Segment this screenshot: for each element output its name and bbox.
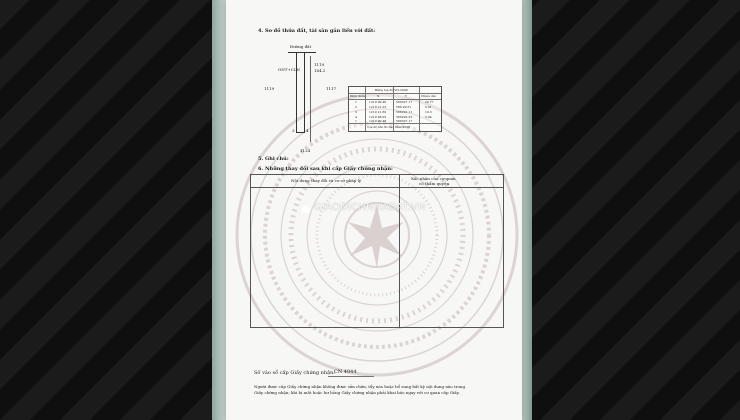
table-cell: 586327.17 (396, 119, 413, 123)
table-cell: 586293.35 (396, 115, 413, 119)
table-cell: 19.3 (425, 110, 432, 114)
register-number: CN 4044 (334, 369, 357, 375)
corner-label: 3 (292, 128, 295, 133)
changes-table-header (251, 175, 503, 188)
right-neighbor-label: 1117 (326, 86, 337, 91)
house-logo-icon (300, 205, 312, 213)
table-header-cell: Đỉnh thửa (350, 94, 366, 98)
coordinate-table (348, 86, 442, 132)
table-cell: 1219 99.48 (369, 100, 387, 104)
changes-col2-header-line2: có thẩm quyền (419, 181, 450, 186)
dimension-top-label: 1119 (314, 62, 325, 67)
left-neighbor-label: 1119 (264, 86, 275, 91)
road-label: Đường đất (290, 44, 312, 49)
table-row-divider (349, 123, 441, 124)
table-cell: 1 (355, 119, 357, 123)
table-cell: 3 (355, 110, 357, 114)
bottom-neighbor-label: 1124 (300, 148, 311, 153)
notice-line-2: Giấy chứng nhận; khi bị mất hoặc hư hỏng Giấy chứng nhận phải khai báo ngay với cơ quan cấp Giấy. (254, 390, 460, 395)
table-cell: 4 (355, 115, 357, 119)
parcel-right-edge (304, 52, 305, 132)
table-cell: 586 99.51 (396, 105, 412, 109)
parcel-bottom-edge (296, 132, 305, 133)
section-4-title: 4. Sơ đồ thửa đất, tài sản gắn liền với đất: (258, 28, 376, 34)
road-line (288, 52, 316, 53)
table-cell: 2 (355, 105, 357, 109)
table-header-cell: Y (405, 94, 407, 98)
dimension-line (310, 56, 311, 142)
notice-line-1: Người được cấp Giấy chứng nhận không được sửa chữa, tẩy xóa hoặc bổ sung bất kỳ nội dung nào trong (254, 384, 466, 389)
table-cell: 586291.11 (396, 110, 413, 114)
table-cell: 1219 99.48 (369, 119, 387, 123)
parcel-left-edge (296, 52, 297, 132)
dimension-mid-label: 164.2 (314, 68, 326, 73)
table-cell: 1219 98.05 (369, 115, 387, 119)
left-paper-edge (212, 0, 227, 420)
table-cell: 5.01 (425, 105, 432, 109)
changes-column-divider (399, 175, 400, 327)
table-cell: 1219 21.23 (369, 105, 387, 109)
table-title: Bảng tọa độ VN-2000 (375, 88, 408, 92)
watermark-text: GIAODICHNHADAT.VN (314, 202, 426, 213)
changes-col2-header-line1: Xác nhận của cơ quan (411, 176, 456, 181)
table-cell: 586327.17 (396, 100, 413, 104)
table-note: Tọa độ khi đo đạc năm 2020 (367, 125, 411, 129)
table-header-cell: X (377, 94, 380, 98)
register-dotted-line (328, 376, 374, 377)
table-header-cell: Chiều dài (421, 94, 436, 98)
section-5-title: 5. Ghi chú: (258, 156, 289, 162)
changes-table (250, 174, 504, 328)
register-label: Số vào sổ cấp Giấy chứng nhận: (254, 370, 335, 376)
corner-label: 4 (306, 128, 309, 133)
table-cell: 1 (355, 100, 357, 104)
changes-col1-header: Nội dung thay đổi và cơ sở pháp lý (291, 178, 362, 183)
table-cell: 5.04 (425, 115, 432, 119)
section-6-title: 6. Những thay đổi sau khi cấp Giấy chứng nhận: (258, 166, 393, 172)
land-code-label: ONT+CLN (278, 67, 301, 72)
table-cell: 1219 21.89 (369, 110, 387, 114)
table-cell: 20.77 (425, 100, 434, 104)
